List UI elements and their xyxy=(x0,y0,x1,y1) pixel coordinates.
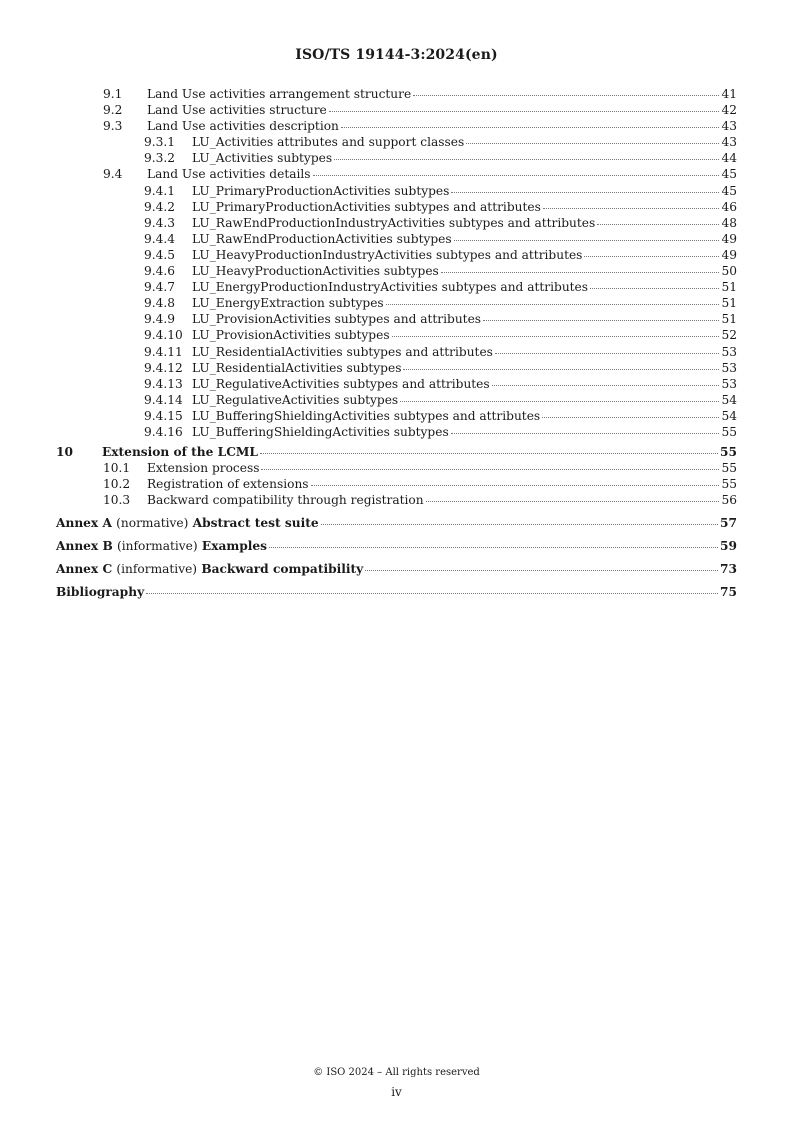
annex-label: Annex B xyxy=(56,539,113,554)
toc-title: LU_BufferingShieldingActivities subtypes and attributes xyxy=(192,408,541,423)
toc-title: LU_ProvisionActivities subtypes and attributes xyxy=(192,312,482,327)
dot-leader xyxy=(313,175,720,176)
annex-title: Backward compatibility xyxy=(201,562,364,577)
toc-entry-9-4-6[interactable] xyxy=(56,263,737,279)
toc-title: Land Use activities description xyxy=(147,119,339,134)
toc-page: 51 xyxy=(721,280,737,295)
toc-title: Extension of the LCML xyxy=(102,445,258,460)
dot-leader xyxy=(466,143,719,144)
toc-entry-9-4-16[interactable] xyxy=(56,424,737,440)
toc-number: 9.4.6 xyxy=(144,264,176,279)
toc-entry-9-3[interactable] xyxy=(56,118,737,134)
toc-page: 53 xyxy=(721,344,737,359)
toc-number: 9.4.3 xyxy=(144,215,176,230)
toc-title: LU_Activities subtypes xyxy=(192,151,333,166)
dot-leader xyxy=(451,192,719,193)
toc-title: Land Use activities details xyxy=(147,167,311,182)
toc-page: 51 xyxy=(721,296,737,311)
toc-title: LU_RegulativeActivities subtypes and attributes xyxy=(192,376,490,391)
toc-number: 9.4.7 xyxy=(144,280,176,295)
toc-entry-10-2[interactable] xyxy=(56,476,737,492)
page-number: iv xyxy=(391,1085,402,1099)
dot-leader xyxy=(483,320,719,321)
toc-page: 54 xyxy=(721,408,737,423)
toc-title: Registration of extensions xyxy=(147,477,309,492)
toc-page: 53 xyxy=(721,376,737,391)
toc-title: LU_RawEndProductionActivities subtypes xyxy=(192,231,452,246)
toc-page: 51 xyxy=(721,312,737,327)
toc-number: 9.4.11 xyxy=(144,344,183,359)
toc-entry-annex-a[interactable] xyxy=(56,515,737,531)
toc-entry-10[interactable] xyxy=(56,444,737,460)
table-of-contents xyxy=(56,86,737,600)
toc-number: 9.4.8 xyxy=(144,296,176,311)
toc-entry-9-2[interactable] xyxy=(56,102,737,118)
toc-entry-9-4-11[interactable] xyxy=(56,344,737,360)
toc-entry-annex-b[interactable] xyxy=(56,538,737,554)
toc-number: 9.4.5 xyxy=(144,247,176,262)
toc-number: 9.4.14 xyxy=(144,392,183,407)
toc-title: LU_ProvisionActivities subtypes xyxy=(192,328,390,343)
dot-leader xyxy=(451,433,720,434)
toc-number: 10.2 xyxy=(103,477,131,492)
dot-leader xyxy=(311,485,720,486)
toc-page: 49 xyxy=(721,231,737,246)
toc-entry-9-4-13[interactable] xyxy=(56,376,737,392)
toc-title xyxy=(56,515,319,531)
toc-number: 9.4.10 xyxy=(144,328,183,343)
dot-leader xyxy=(365,570,718,571)
toc-page: 43 xyxy=(721,135,737,150)
toc-page: 75 xyxy=(720,585,737,600)
annex-title: Examples xyxy=(201,539,268,554)
toc-entry-9-4-2[interactable] xyxy=(56,199,737,215)
dot-leader xyxy=(441,272,720,273)
toc-title: Extension process xyxy=(147,461,260,476)
toc-page: 55 xyxy=(721,461,737,476)
toc-number: 9.4.16 xyxy=(144,424,183,439)
toc-entry-9-4-12[interactable] xyxy=(56,360,737,376)
toc-number: 9.4.2 xyxy=(144,199,176,214)
dot-leader xyxy=(386,304,720,305)
toc-entry-annex-c[interactable] xyxy=(56,561,737,577)
toc-page: 50 xyxy=(721,264,737,279)
toc-entry-bibliography[interactable] xyxy=(56,584,737,600)
toc-entry-9-4-9[interactable] xyxy=(56,311,737,327)
dot-leader xyxy=(269,547,718,548)
dot-leader xyxy=(590,288,719,289)
copyright-footer: © ISO 2024 – All rights reserved xyxy=(313,1067,480,1078)
toc-entry-9-4-8[interactable] xyxy=(56,295,737,311)
toc-entry-9-4-10[interactable] xyxy=(56,327,737,343)
toc-page: 57 xyxy=(720,516,737,531)
toc-entry-9-1[interactable] xyxy=(56,86,737,102)
toc-title: LU_ResidentialActivities subtypes and attributes xyxy=(192,344,493,359)
dot-leader xyxy=(146,593,718,594)
toc-entry-9-4-4[interactable] xyxy=(56,231,737,247)
dot-leader xyxy=(495,353,720,354)
dot-leader xyxy=(492,385,720,386)
dot-leader xyxy=(329,111,720,112)
toc-title: Backward compatibility through registration xyxy=(147,493,424,508)
toc-page: 45 xyxy=(721,167,737,182)
toc-page: 41 xyxy=(721,87,737,101)
toc-page: 55 xyxy=(721,477,737,492)
dot-leader xyxy=(334,159,719,160)
toc-number: 10 xyxy=(56,445,73,460)
toc-number: 9.4.1 xyxy=(144,183,176,198)
toc-page: 55 xyxy=(721,424,737,439)
toc-entry-9-4-14[interactable] xyxy=(56,392,737,408)
toc-page: 52 xyxy=(721,328,737,343)
annex-kind: (informative) xyxy=(117,539,198,554)
toc-page: 49 xyxy=(721,247,737,262)
toc-entry-10-3[interactable] xyxy=(56,492,737,508)
toc-entry-9-4-7[interactable] xyxy=(56,279,737,295)
toc-entry-9-3-2[interactable] xyxy=(56,150,737,166)
toc-page: 43 xyxy=(721,119,737,134)
toc-number: 9.4.12 xyxy=(144,360,183,375)
document-header: ISO/TS 19144-3:2024(en) xyxy=(295,47,498,63)
toc-page: 56 xyxy=(721,493,737,508)
toc-number: 9.3.1 xyxy=(144,135,176,150)
toc-title: LU_RegulativeActivities subtypes xyxy=(192,392,399,407)
toc-title: LU_EnergyProductionIndustryActivities subtypes and attributes xyxy=(192,280,589,295)
toc-title: LU_ResidentialActivities subtypes xyxy=(192,360,402,375)
toc-number: 9.4.15 xyxy=(144,408,183,423)
dot-leader xyxy=(426,501,720,502)
dot-leader xyxy=(584,256,719,257)
toc-title: Land Use activities structure xyxy=(147,103,327,118)
toc-entry-9-4-15[interactable] xyxy=(56,408,737,424)
toc-title: LU_EnergyExtraction subtypes xyxy=(192,296,384,311)
toc-title: Land Use activities arrangement structure xyxy=(147,87,412,101)
toc-number: 9.4.9 xyxy=(144,312,176,327)
toc-entry-9-4[interactable] xyxy=(56,166,737,182)
dot-leader xyxy=(597,224,719,225)
toc-page: 44 xyxy=(721,151,737,166)
toc-title: Bibliography xyxy=(56,585,145,600)
dot-leader xyxy=(341,127,720,128)
dot-leader xyxy=(392,336,720,337)
annex-kind: (informative) xyxy=(116,562,198,577)
toc-number: 10.1 xyxy=(103,461,131,476)
dot-leader xyxy=(261,469,719,470)
toc-number: 9.4.13 xyxy=(144,376,183,391)
toc-entry-9-4-1[interactable] xyxy=(56,183,737,199)
dot-leader xyxy=(321,524,718,525)
annex-label: Annex A xyxy=(56,516,112,531)
annex-label: Annex C xyxy=(56,562,113,577)
toc-title xyxy=(56,538,267,554)
toc-title: LU_RawEndProductionIndustryActivities subtypes and attributes xyxy=(192,215,596,230)
toc-entry-9-3-1[interactable] xyxy=(56,134,737,150)
toc-entry-9-4-5[interactable] xyxy=(56,247,737,263)
toc-page: 46 xyxy=(721,199,737,214)
toc-page: 45 xyxy=(721,183,737,198)
dot-leader xyxy=(454,240,720,241)
toc-page: 55 xyxy=(720,445,737,460)
toc-page: 42 xyxy=(721,103,737,118)
annex-title: Abstract test suite xyxy=(192,516,319,531)
toc-title: LU_PrimaryProductionActivities subtypes and attributes xyxy=(192,199,541,214)
toc-entry-9-4-3[interactable] xyxy=(56,215,737,231)
toc-page: 73 xyxy=(720,562,737,577)
dot-leader xyxy=(543,208,720,209)
dot-leader xyxy=(542,417,719,418)
toc-page: 54 xyxy=(721,392,737,407)
toc-number: 9.3 xyxy=(103,119,123,134)
toc-page: 53 xyxy=(721,360,737,375)
toc-number: 9.4 xyxy=(103,167,123,182)
toc-title: LU_PrimaryProductionActivities subtypes xyxy=(192,183,450,198)
annex-kind: (normative) xyxy=(116,516,189,531)
toc-title: LU_HeavyProductionIndustryActivities subtypes and attributes xyxy=(192,247,583,262)
toc-number: 10.3 xyxy=(103,493,131,508)
toc-number: 9.2 xyxy=(103,103,123,118)
dot-leader xyxy=(413,95,719,96)
toc-title: LU_BufferingShieldingActivities subtypes xyxy=(192,424,449,439)
toc-title: LU_Activities attributes and support classes xyxy=(192,135,465,150)
dot-leader xyxy=(400,401,719,402)
toc-page: 59 xyxy=(720,539,737,554)
dot-leader xyxy=(403,369,719,370)
toc-number: 9.3.2 xyxy=(144,151,176,166)
toc-title: LU_HeavyProductionActivities subtypes xyxy=(192,264,439,279)
toc-number: 9.4.4 xyxy=(144,231,176,246)
toc-number: 9.1 xyxy=(103,87,123,101)
toc-entry-10-1[interactable] xyxy=(56,460,737,476)
toc-title xyxy=(56,561,363,577)
dot-leader xyxy=(260,453,718,454)
toc-page: 48 xyxy=(721,215,737,230)
